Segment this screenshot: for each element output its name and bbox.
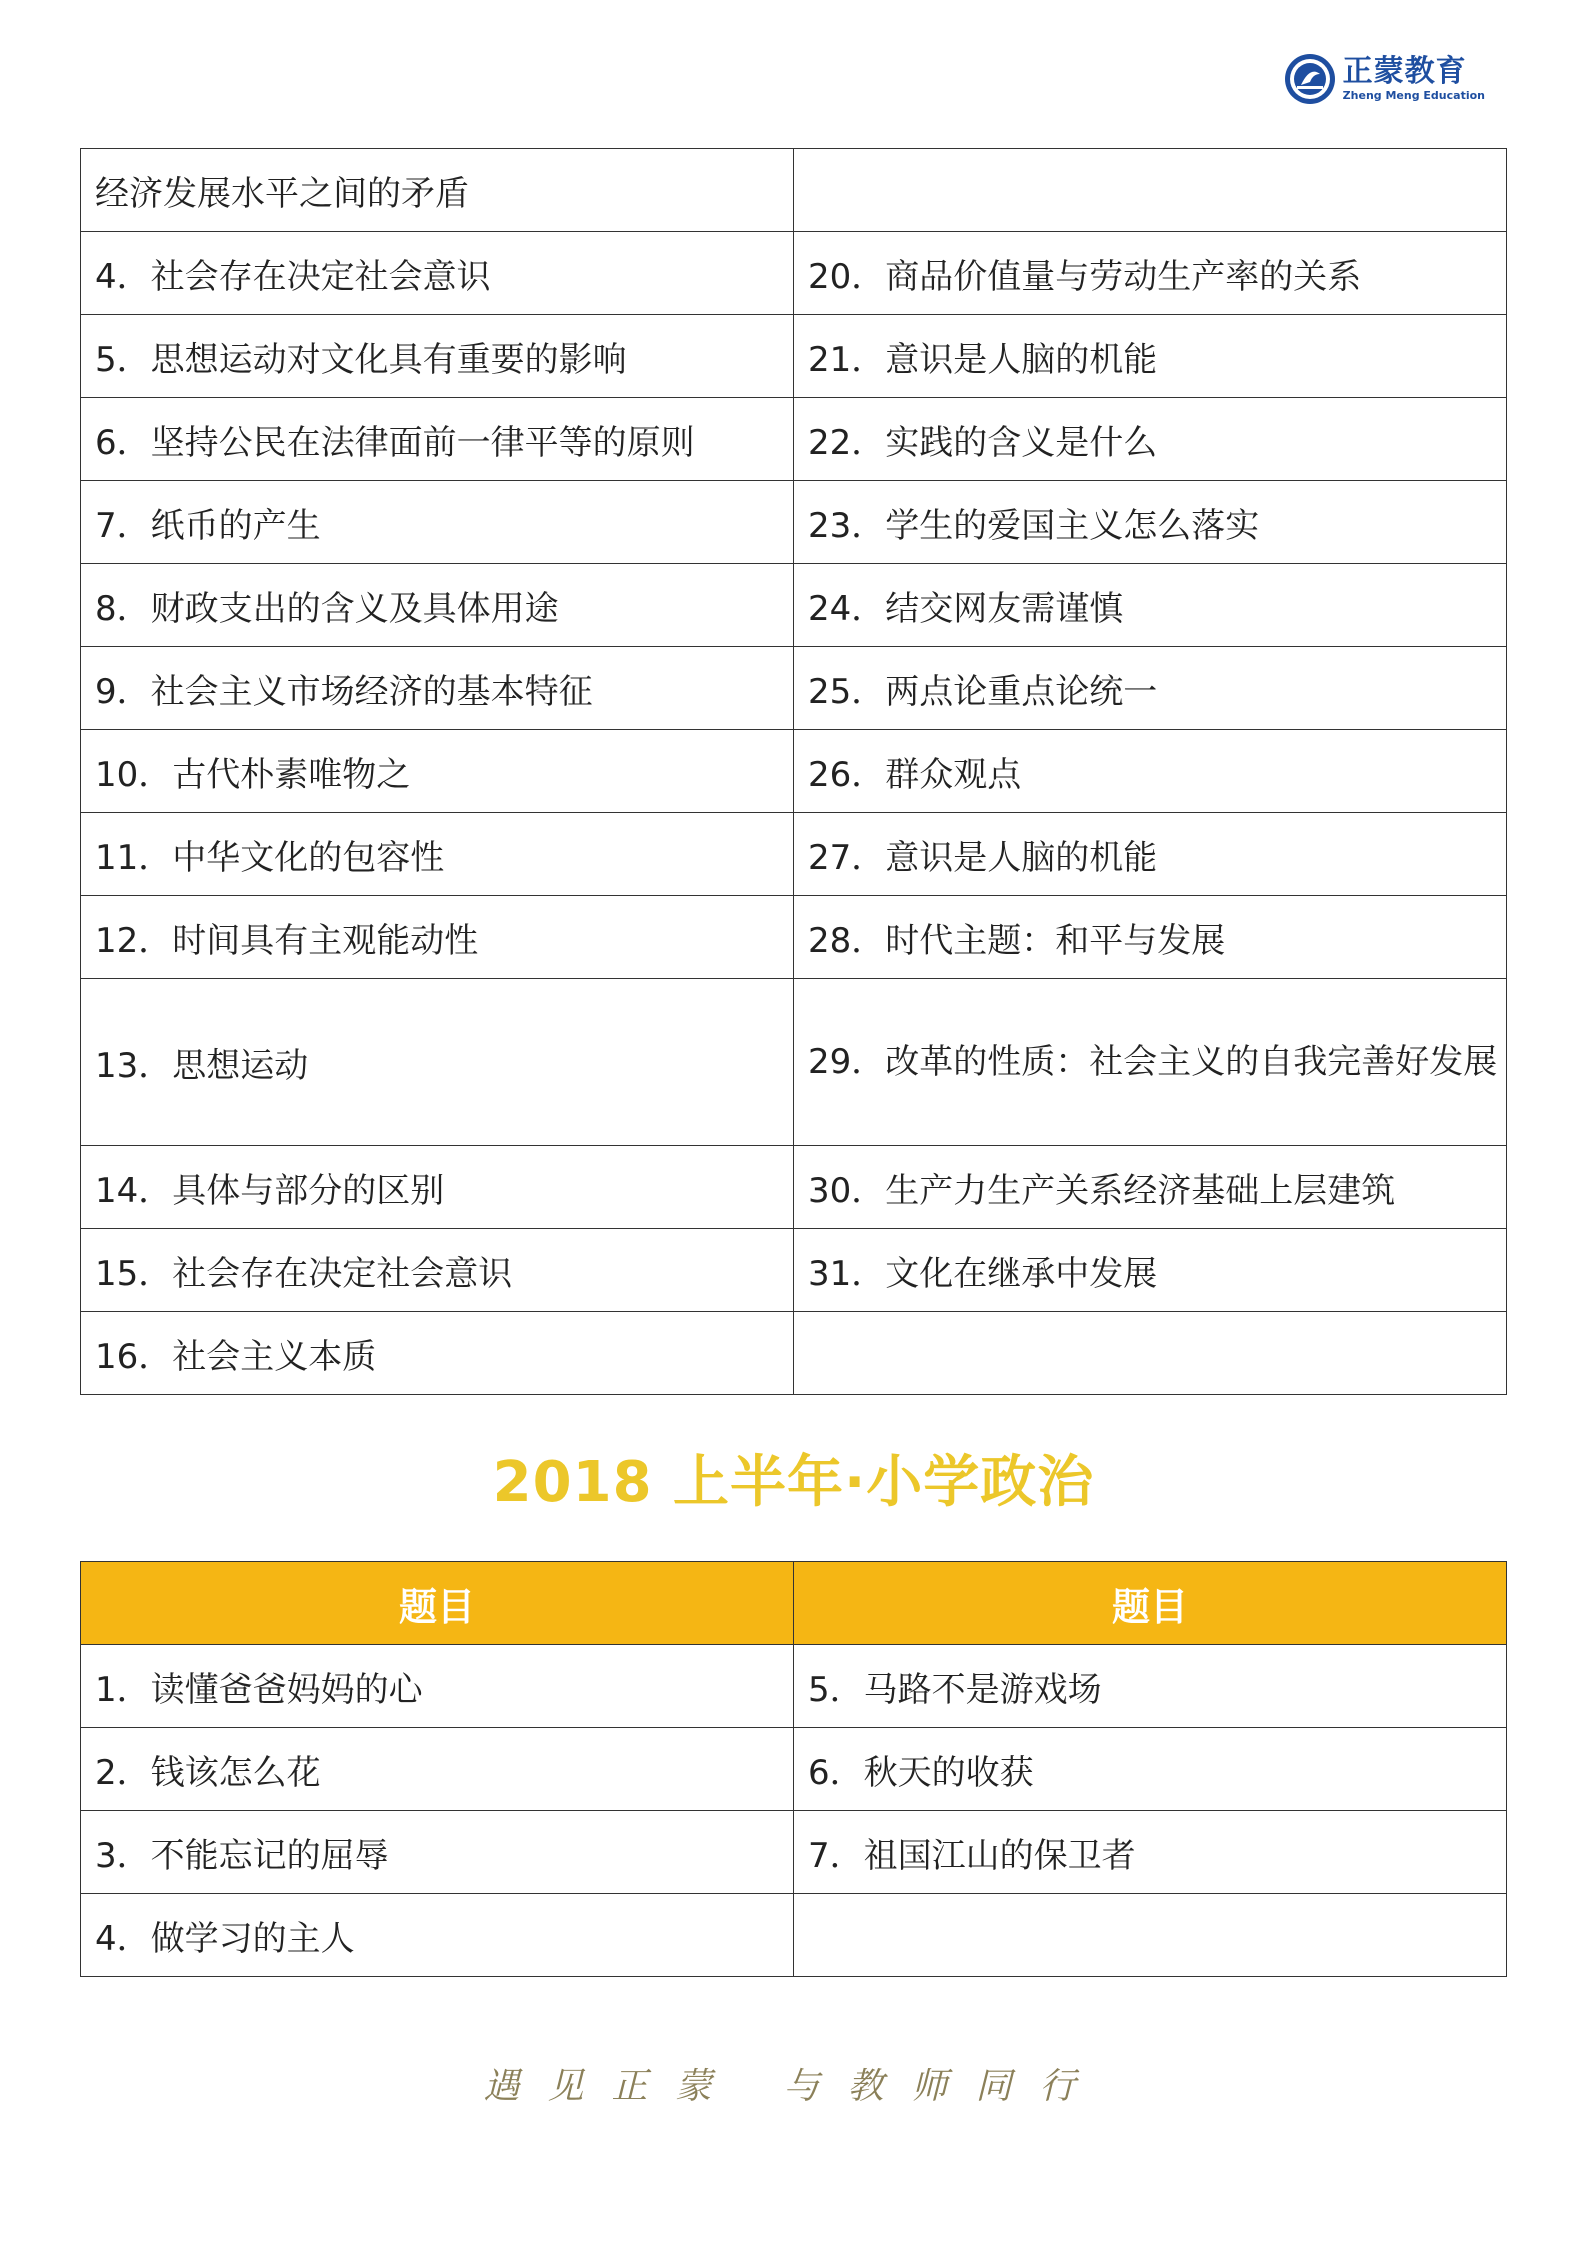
table-cell: 7．纸币的产生	[81, 481, 794, 564]
table-row	[81, 1229, 1507, 1312]
table-cell	[794, 1312, 1507, 1395]
table-cell: 22．实践的含义是什么	[794, 398, 1507, 481]
table-row	[81, 730, 1507, 813]
table-row	[81, 1146, 1507, 1229]
table-cell: 13．思想运动	[81, 979, 794, 1146]
table-cell: 11．中华文化的包容性	[81, 813, 794, 896]
table-cell: 24．结交网友需谨慎	[794, 564, 1507, 647]
table-cell: 3．不能忘记的屈辱	[81, 1811, 794, 1894]
table-cell: 6．秋天的收获	[794, 1728, 1507, 1811]
footer-slogan-right: 与教师同行	[783, 2066, 1104, 2107]
table-row	[81, 1312, 1507, 1395]
table-cell	[794, 149, 1507, 232]
table-cell: 9．社会主义市场经济的基本特征	[81, 647, 794, 730]
table-cell: 2．钱该怎么花	[81, 1728, 794, 1811]
table-cell: 7．祖国江山的保卫者	[794, 1811, 1507, 1894]
table-header-row	[81, 1562, 1507, 1645]
table-cell: 14．具体与部分的区别	[81, 1146, 794, 1229]
table-cell: 6．坚持公民在法律面前一律平等的原则	[81, 398, 794, 481]
table-row	[81, 398, 1507, 481]
table-cell: 21．意识是人脑的机能	[794, 315, 1507, 398]
logo-name: 正蒙教育	[1342, 54, 1467, 89]
topics-table-continued	[80, 148, 1507, 1395]
table-cell: 25．两点论重点论统一	[794, 647, 1507, 730]
table-cell: 27．意识是人脑的机能	[794, 813, 1507, 896]
table-row	[81, 315, 1507, 398]
table-cell: 4．社会存在决定社会意识	[81, 232, 794, 315]
table-row	[81, 1645, 1507, 1728]
footer-slogan	[0, 2058, 1587, 2109]
table-cell: 30．生产力生产关系经济基础上层建筑	[794, 1146, 1507, 1229]
table-cell: 5．思想运动对文化具有重要的影响	[81, 315, 794, 398]
table-cell: 1．读懂爸爸妈妈的心	[81, 1645, 794, 1728]
table-cell: 12．时间具有主观能动性	[81, 896, 794, 979]
table-row	[81, 149, 1507, 232]
table-row	[81, 481, 1507, 564]
table-row	[81, 647, 1507, 730]
table-cell: 31．文化在继承中发展	[794, 1229, 1507, 1312]
table-row	[81, 564, 1507, 647]
table-cell: 26．群众观点	[794, 730, 1507, 813]
table-cell: 29．改革的性质：社会主义的自我完善好发展	[794, 979, 1507, 1146]
table-cell: 23．学生的爱国主义怎么落实	[794, 481, 1507, 564]
table-cell: 20．商品价值量与劳动生产率的关系	[794, 232, 1507, 315]
table-cell	[794, 1894, 1507, 1977]
table-cell: 10．古代朴素唯物之	[81, 730, 794, 813]
column-header: 题目	[794, 1562, 1507, 1645]
table-row	[81, 896, 1507, 979]
table-cell: 经济发展水平之间的矛盾	[81, 149, 794, 232]
table-cell: 15．社会存在决定社会意识	[81, 1229, 794, 1312]
column-header: 题目	[81, 1562, 794, 1645]
table-row	[81, 1728, 1507, 1811]
table-row	[81, 813, 1507, 896]
table-cell: 4．做学习的主人	[81, 1894, 794, 1977]
table-row	[81, 232, 1507, 315]
primary-politics-topics-table	[80, 1561, 1507, 1977]
table-row	[81, 979, 1507, 1146]
logo-subtitle: Zheng Meng Education	[1342, 89, 1485, 102]
brand-logo	[1283, 52, 1485, 106]
footer-slogan-left: 遇见正蒙	[483, 2066, 740, 2107]
table-cell: 28．时代主题：和平与发展	[794, 896, 1507, 979]
table-row	[81, 1894, 1507, 1977]
table-row	[81, 1811, 1507, 1894]
table-cell: 16．社会主义本质	[81, 1312, 794, 1395]
table-cell: 5．马路不是游戏场	[794, 1645, 1507, 1728]
table-cell: 8．财政支出的含义及具体用途	[81, 564, 794, 647]
section-title: 2018 上半年·小学政治	[492, 1450, 1095, 1515]
zhengmeng-logo-icon	[1283, 52, 1337, 106]
